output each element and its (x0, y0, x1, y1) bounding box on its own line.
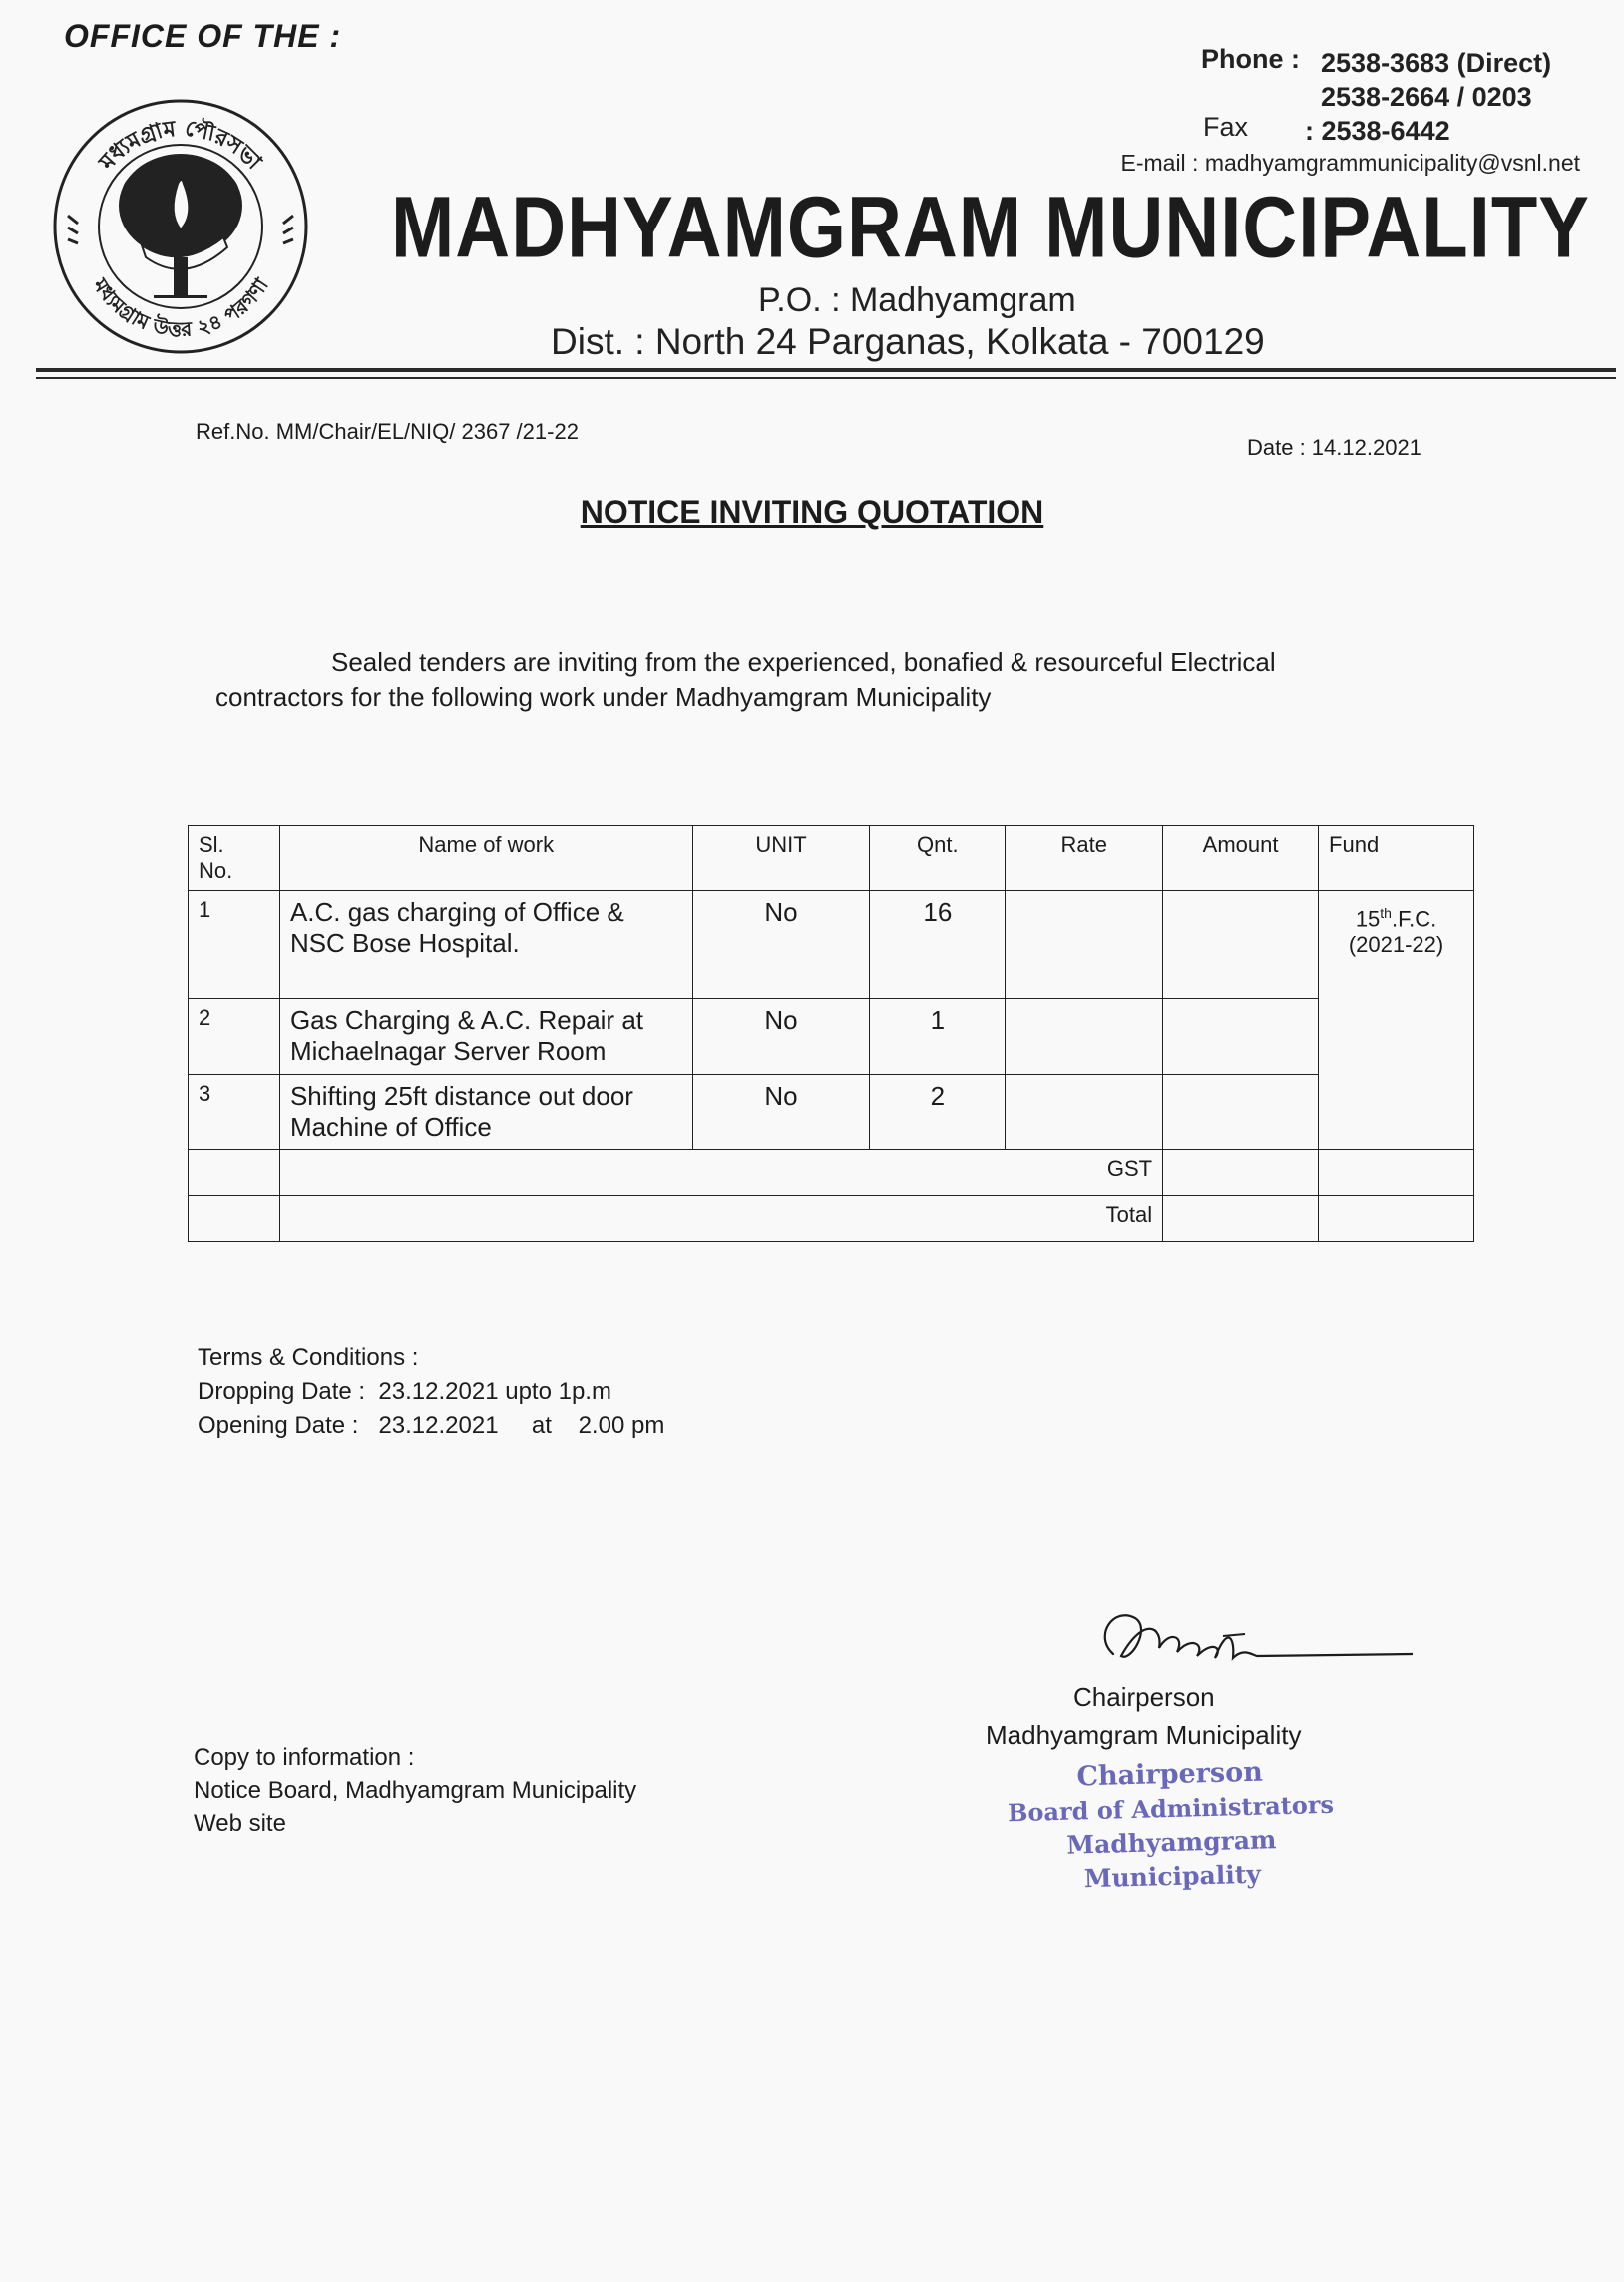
copy-to-information (194, 1741, 636, 1840)
letterhead-divider (36, 368, 1616, 372)
total-amount (1163, 1196, 1319, 1242)
header-rate: Rate (1006, 826, 1163, 891)
gst-row (189, 1150, 1474, 1196)
phone-direct: 2538-3683 (Direct) (1321, 48, 1552, 78)
intro-line-2: contractors for the following work under Madhyamgram Municipality (215, 683, 992, 712)
seal-top-text: মধ্যমগ্রাম পৌরসভা (94, 116, 266, 176)
fax-label: Fax (1203, 112, 1249, 142)
row-rate (1006, 999, 1163, 1075)
official-stamp (980, 1753, 1362, 1899)
copy-line-1: Notice Board, Madhyamgram Municipality (194, 1777, 637, 1804)
phone-other: 2538-2664 / 0203 (1321, 82, 1532, 112)
signature-title: Chairperson (1073, 1682, 1215, 1712)
table-row (189, 1075, 1474, 1150)
header-name-of-work: Name of work (279, 826, 692, 891)
stamp-line-3: Madhyamgram Municipality (1066, 1825, 1277, 1894)
table-row (189, 999, 1474, 1075)
email-address: E-mail : madhyamgrammunicipality@vsnl.net (1120, 150, 1580, 176)
row-amount (1163, 891, 1319, 999)
fax-value: : 2538-6442 (1305, 116, 1450, 146)
header-qnt: Qnt. (870, 826, 1006, 891)
row-unit: No (692, 999, 870, 1075)
table-row (189, 891, 1474, 999)
notice-heading: NOTICE INVITING QUOTATION (580, 494, 1044, 530)
row-sl: 3 (189, 1075, 280, 1150)
letterhead-divider-thin (36, 377, 1616, 379)
terms-title: Terms & Conditions : (198, 1344, 419, 1371)
total-fund (1319, 1196, 1474, 1242)
stamp-line-2: Board of Administrators (1007, 1789, 1335, 1828)
row-qnt: 16 (870, 891, 1006, 999)
total-sl-cell (189, 1196, 280, 1242)
signature-org: Madhyamgram Municipality (986, 1720, 1302, 1750)
terms-and-conditions (198, 1341, 664, 1443)
total-label: Total (279, 1196, 1162, 1242)
district-address: Dist. : North 24 Parganas, Kolkata - 700129 (551, 321, 1265, 362)
row-unit: No (692, 1075, 870, 1150)
intro-line-1: Sealed tenders are inviting from the experienced, bonafied & resourceful Electrical (331, 647, 1276, 677)
work-table (188, 825, 1474, 1242)
chairperson-signature (1073, 1597, 1413, 1686)
reference-number: Ref.No. MM/Chair/EL/NIQ/ 2367 /21-22 (196, 419, 579, 444)
header-unit: UNIT (692, 826, 870, 891)
header-sl: Sl. No. (189, 826, 280, 891)
office-of-label: OFFICE OF THE : (64, 18, 342, 54)
total-row (189, 1196, 1474, 1242)
row-sl: 1 (189, 891, 280, 999)
header-amount: Amount (1163, 826, 1319, 891)
gst-label: GST (279, 1150, 1162, 1196)
header-fund: Fund (1319, 826, 1474, 891)
row-unit: No (692, 891, 870, 999)
row-qnt: 1 (870, 999, 1006, 1075)
row-name-of-work: A.C. gas charging of Office & NSC Bose Hospital. (279, 891, 692, 999)
stamp-line-1: Chairperson (1076, 1756, 1264, 1793)
row-qnt: 2 (870, 1075, 1006, 1150)
gst-fund (1319, 1150, 1474, 1196)
row-sl: 2 (189, 999, 280, 1075)
row-name-of-work: Shifting 25ft distance out door Machine of Office (279, 1075, 692, 1150)
row-rate (1006, 1075, 1163, 1150)
row-fund: 15th.F.C. (2021-22) (1319, 891, 1474, 1150)
seal-bottom-text: মধ্যমগ্রাম উত্তর ২৪ পরগণা (88, 273, 273, 342)
row-amount (1163, 999, 1319, 1075)
municipal-seal-logo (50, 96, 311, 357)
table-header-row (189, 826, 1474, 891)
row-name-of-work: Gas Charging & A.C. Repair at Michaelnagar Server Room (279, 999, 692, 1075)
row-rate (1006, 891, 1163, 999)
opening-date: Opening Date : 23.12.2021 at 2.00 pm (198, 1412, 665, 1439)
post-office: P.O. : Madhyamgram (758, 281, 1076, 319)
phone-label: Phone : (1201, 44, 1300, 74)
municipality-name: MADHYAMGRAM MUNICIPALITY (391, 179, 1590, 276)
gst-sl-cell (189, 1150, 280, 1196)
notice-date: Date : 14.12.2021 (1247, 435, 1421, 460)
row-amount (1163, 1075, 1319, 1150)
gst-amount (1163, 1150, 1319, 1196)
dropping-date: Dropping Date : 23.12.2021 upto 1p.m (198, 1378, 611, 1405)
copy-line-2: Web site (194, 1810, 286, 1837)
copy-title: Copy to information : (194, 1744, 415, 1771)
